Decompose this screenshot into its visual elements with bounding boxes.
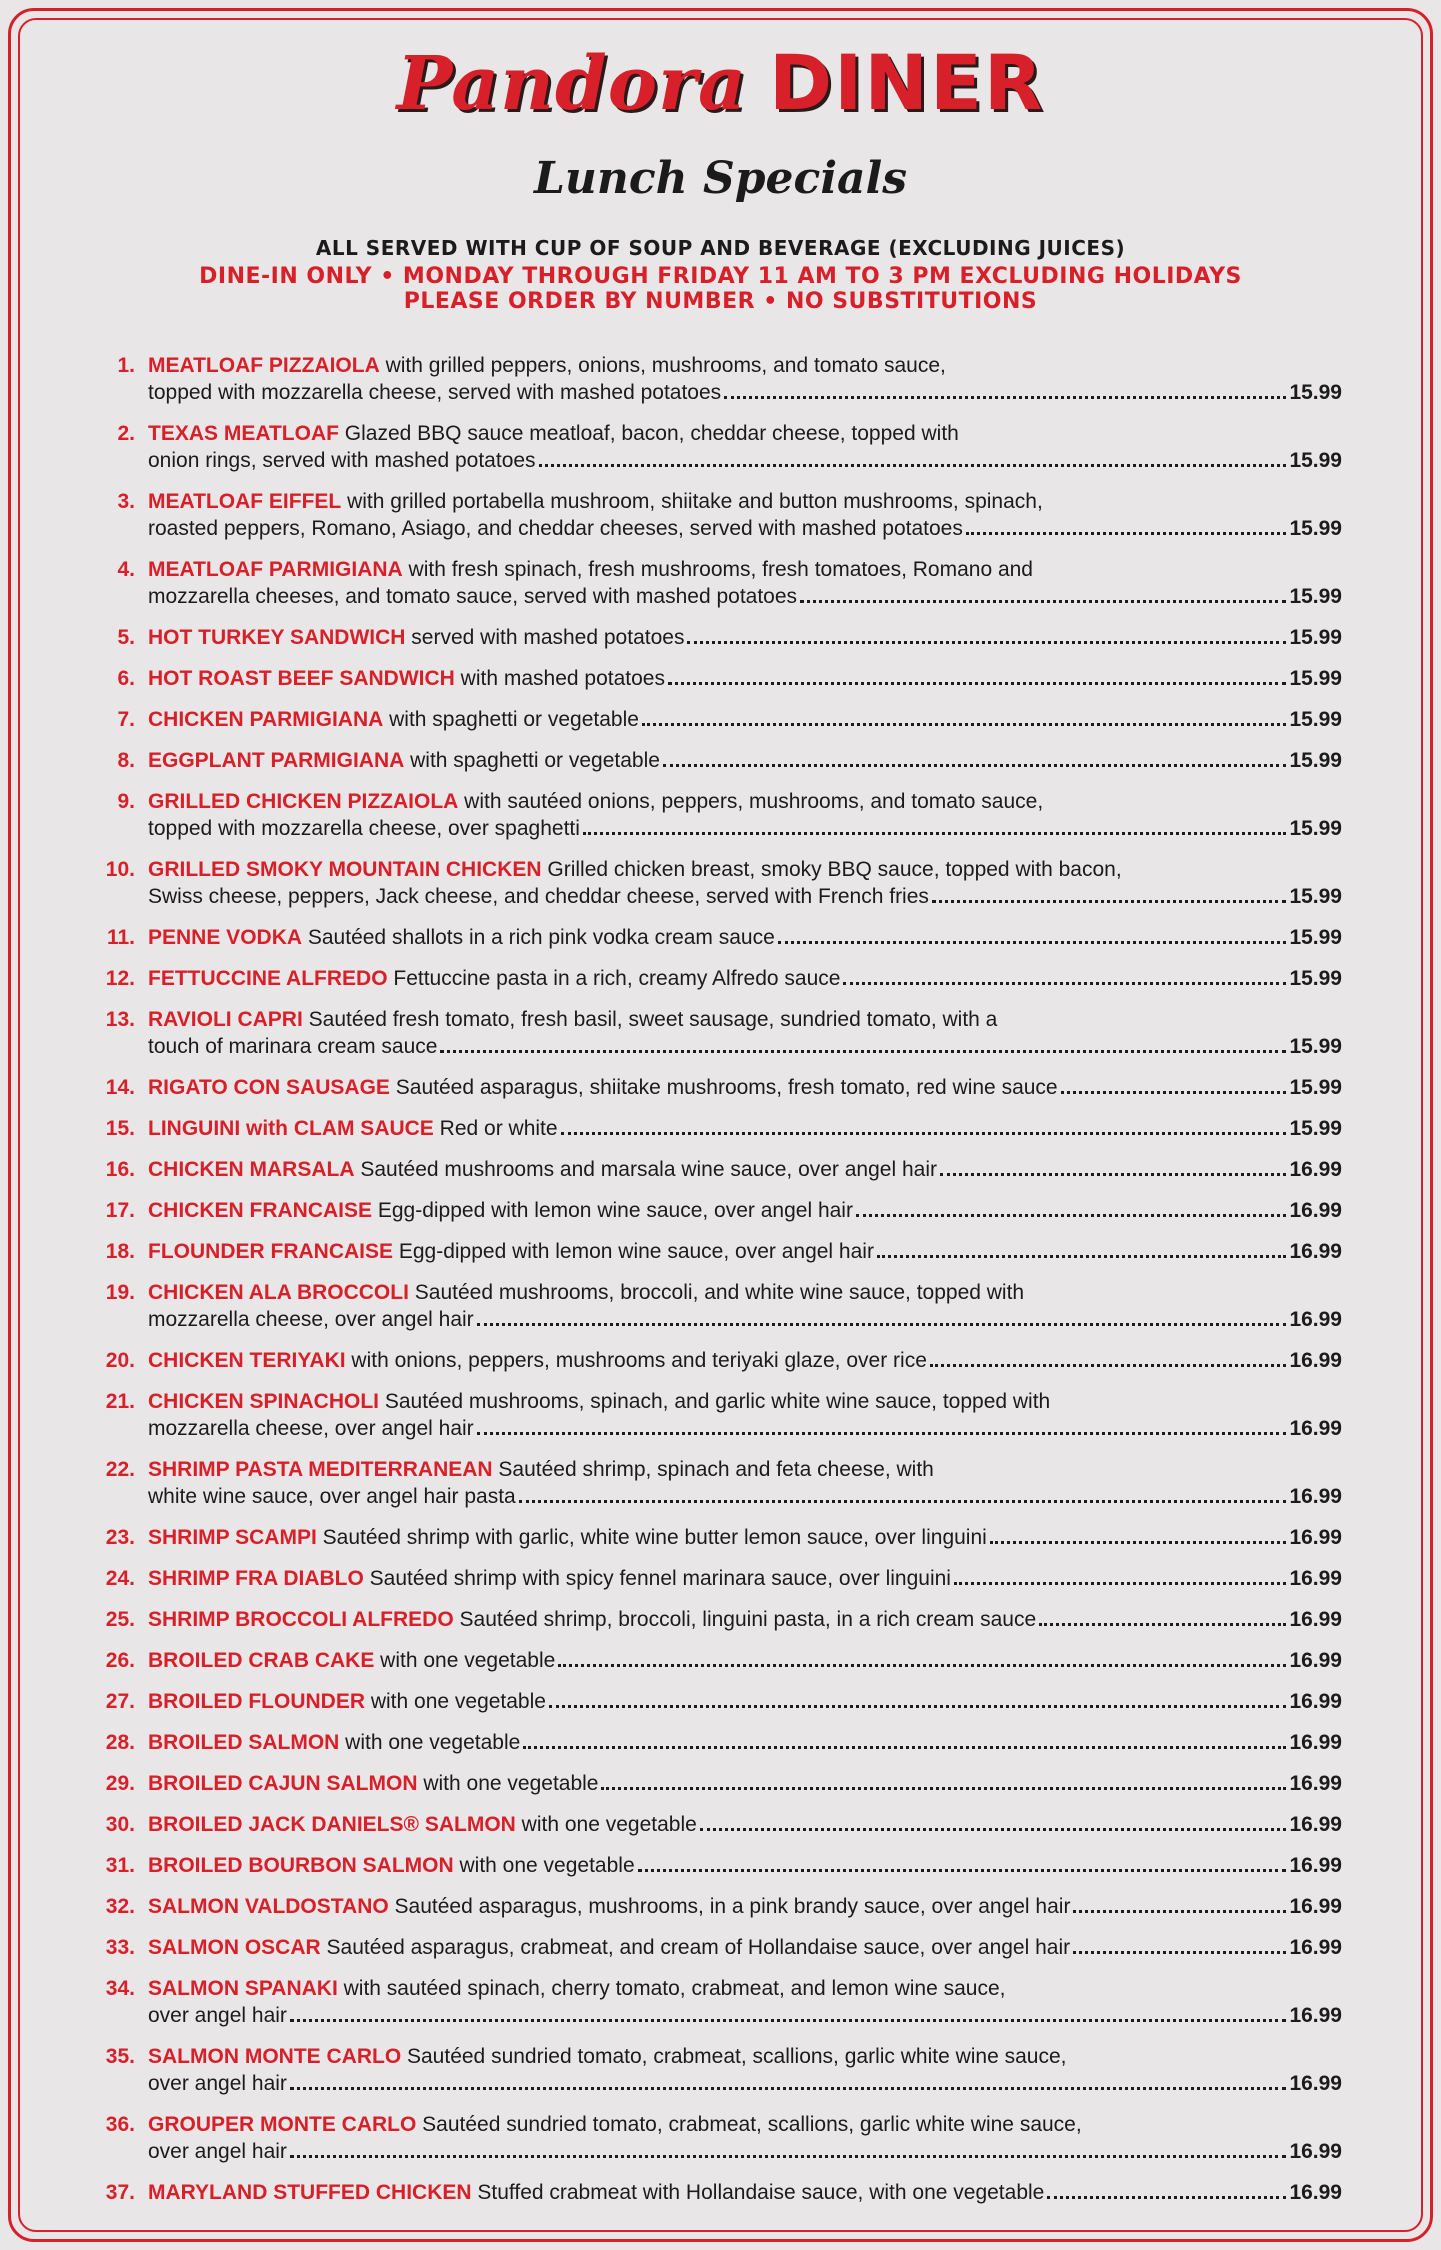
- item-body: [148, 1647, 1342, 1674]
- dot-leader: [601, 1787, 1286, 1790]
- dot-leader: [1073, 1910, 1286, 1913]
- item-description: over angel hair: [148, 2140, 287, 2163]
- menu-item: [84, 1197, 1342, 1224]
- item-name: RAVIOLI CAPRI: [148, 1008, 303, 1031]
- item-body: [148, 2111, 1342, 2165]
- dot-leader: [477, 1432, 1287, 1435]
- item-body: [148, 965, 1342, 992]
- note-line-1: ALL SERVED WITH CUP OF SOUP AND BEVERAGE (EXCLUDING JUICES): [315, 236, 1126, 260]
- dot-leader: [440, 1050, 1286, 1053]
- item-description: over angel hair: [148, 2004, 287, 2027]
- dot-leader: [290, 2155, 1287, 2158]
- item-name: SALMON MONTE CARLO: [148, 2045, 402, 2068]
- item-price: 15.99: [1289, 1076, 1342, 1099]
- menu-item: [84, 1006, 1342, 1060]
- item-description: Sautéed asparagus, mushrooms, in a pink brandy sauce, over angel hair: [388, 1895, 1071, 1918]
- dot-leader: [990, 1541, 1287, 1544]
- item-description: with one vegetable: [453, 1854, 635, 1877]
- item-number: 31.: [105, 1854, 135, 1877]
- item-number: 37.: [105, 2181, 135, 2204]
- item-price: 15.99: [1289, 967, 1342, 990]
- menu-item: [84, 1156, 1342, 1183]
- item-description: Sautéed mushrooms and marsala wine sauce, over angel hair: [354, 1158, 937, 1181]
- item-body: [148, 1729, 1342, 1756]
- item-number: 7.: [117, 708, 135, 731]
- item-number: 1.: [117, 354, 135, 377]
- menu-item: [84, 2043, 1342, 2097]
- dot-leader: [954, 1582, 1286, 1585]
- menu-item: [84, 1347, 1342, 1374]
- item-name: CHICKEN ALA BROCCOLI: [148, 1281, 409, 1304]
- item-price: 16.99: [1289, 2140, 1342, 2163]
- item-number: 27.: [105, 1690, 135, 1713]
- dot-leader: [778, 941, 1287, 944]
- item-description: touch of marinara cream sauce: [148, 1035, 438, 1058]
- item-price: 15.99: [1289, 381, 1342, 404]
- dot-leader: [558, 1664, 1286, 1667]
- item-description: with sautéed onions, peppers, mushrooms, and tomato sauce,: [458, 790, 1044, 813]
- item-price: 15.99: [1289, 1035, 1342, 1058]
- item-body: [148, 1606, 1342, 1633]
- item-name: MEATLOAF PARMIGIANA: [148, 558, 403, 581]
- item-price: 15.99: [1289, 667, 1342, 690]
- menu-item: [84, 1606, 1342, 1633]
- menu-item: [84, 1688, 1342, 1715]
- item-description: topped with mozzarella cheese, over spaghetti: [148, 817, 580, 840]
- item-description: Swiss cheese, peppers, Jack cheese, and cheddar cheese, served with French fries: [148, 885, 929, 908]
- item-body: [148, 856, 1342, 910]
- item-description: with one vegetable: [417, 1772, 599, 1795]
- item-body: [148, 1770, 1342, 1797]
- item-body: [148, 1279, 1342, 1333]
- item-number: 28.: [105, 1731, 135, 1754]
- item-name: GRILLED CHICKEN PIZZAIOLA: [148, 790, 459, 813]
- item-price: 16.99: [1289, 1690, 1342, 1713]
- item-number: 26.: [105, 1649, 135, 1672]
- dot-leader: [856, 1214, 1286, 1217]
- dot-leader: [724, 396, 1286, 399]
- item-body: [148, 1115, 1342, 1142]
- item-description: topped with mozzarella cheese, served with mashed potatoes: [148, 381, 722, 404]
- item-number: 24.: [105, 1567, 135, 1590]
- menu-item: [84, 1893, 1342, 1920]
- item-name: PENNE VODKA: [148, 926, 303, 949]
- item-description: mozzarella cheese, over angel hair: [148, 1417, 474, 1440]
- item-name: SHRIMP SCAMPI: [148, 1526, 317, 1549]
- item-name: BROILED JACK DANIELS® SALMON: [148, 1813, 516, 1836]
- menu-item: [84, 856, 1342, 910]
- dot-leader: [642, 723, 1286, 726]
- item-number: 20.: [105, 1349, 135, 1372]
- item-description: Sautéed shrimp, broccoli, linguini pasta, in a rich cream sauce: [453, 1608, 1037, 1631]
- menu-item: [84, 556, 1342, 610]
- item-price: 16.99: [1289, 1349, 1342, 1372]
- item-number: 5.: [117, 626, 135, 649]
- item-body: [148, 488, 1342, 542]
- menu-item: [84, 1115, 1342, 1142]
- item-price: 15.99: [1289, 749, 1342, 772]
- item-price: 15.99: [1289, 449, 1342, 472]
- item-description: mozzarella cheese, over angel hair: [148, 1308, 474, 1331]
- item-description: Sautéed mushrooms, broccoli, and white wine sauce, topped with: [408, 1281, 1025, 1304]
- item-price: 16.99: [1289, 1854, 1342, 1877]
- item-number: 30.: [105, 1813, 135, 1836]
- item-description: white wine sauce, over angel hair pasta: [148, 1485, 516, 1508]
- item-description: mozzarella cheeses, and tomato sauce, served with mashed potatoes: [148, 585, 798, 608]
- item-number: 18.: [105, 1240, 135, 1263]
- item-name: SALMON SPANAKI: [148, 1977, 338, 2000]
- item-description: with spaghetti or vegetable: [404, 749, 660, 772]
- menu-item: [84, 1934, 1342, 1961]
- item-description: with grilled portabella mushroom, shiitake and button mushrooms, spinach,: [341, 490, 1043, 513]
- item-name: SALMON OSCAR: [148, 1936, 321, 1959]
- dot-leader: [843, 982, 1286, 985]
- menu-item: [84, 352, 1342, 406]
- item-name: CHICKEN SPINACHOLI: [148, 1390, 380, 1413]
- item-number: 2.: [117, 422, 135, 445]
- dot-leader: [477, 1323, 1287, 1326]
- item-name: CHICKEN TERIYAKI: [148, 1349, 346, 1372]
- item-body: [148, 1074, 1342, 1101]
- menu-item: [84, 1279, 1342, 1333]
- dot-leader: [932, 900, 1287, 903]
- item-price: 16.99: [1289, 1526, 1342, 1549]
- item-description: Sautéed shrimp, spinach and feta cheese, with: [492, 1458, 934, 1481]
- item-price: 15.99: [1289, 926, 1342, 949]
- item-name: CHICKEN MARSALA: [148, 1158, 355, 1181]
- dot-leader: [1039, 1623, 1286, 1626]
- item-description: Grilled chicken breast, smoky BBQ sauce, topped with bacon,: [541, 858, 1122, 881]
- item-price: 16.99: [1289, 1567, 1342, 1590]
- menu-notes: [0, 236, 1441, 314]
- item-body: [148, 2179, 1342, 2206]
- note-line-2: DINE-IN ONLY • MONDAY THROUGH FRIDAY 11 AM TO 3 PM EXCLUDING HOLIDAYS: [199, 264, 1242, 289]
- item-price: 15.99: [1289, 885, 1342, 908]
- item-description: Egg-dipped with lemon wine sauce, over angel hair: [372, 1199, 853, 1222]
- item-body: [148, 352, 1342, 406]
- item-number: 11.: [106, 926, 135, 949]
- item-description: onion rings, served with mashed potatoes: [148, 449, 536, 472]
- menu-item: [84, 1388, 1342, 1442]
- item-price: 16.99: [1289, 1649, 1342, 1672]
- item-description: with onions, peppers, mushrooms and teriyaki glaze, over rice: [345, 1349, 927, 1372]
- menu-item: [84, 1524, 1342, 1551]
- item-number: 6.: [117, 667, 135, 690]
- item-description: Stuffed crabmeat with Hollandaise sauce, with one vegetable: [471, 2181, 1045, 2204]
- item-number: 15.: [105, 1117, 135, 1140]
- item-description: Sautéed sundried tomato, crabmeat, scallions, garlic white wine sauce,: [401, 2045, 1067, 2068]
- item-name: BROILED BOURBON SALMON: [148, 1854, 454, 1877]
- item-number: 12.: [105, 967, 135, 990]
- item-name: TEXAS MEATLOAF: [148, 422, 339, 445]
- item-body: [148, 1811, 1342, 1838]
- item-body: [148, 1197, 1342, 1224]
- item-name: HOT TURKEY SANDWICH: [148, 626, 406, 649]
- item-description: with one vegetable: [365, 1690, 546, 1713]
- item-price: 15.99: [1289, 585, 1342, 608]
- item-name: FLOUNDER FRANCAISE: [148, 1240, 393, 1263]
- item-price: 16.99: [1289, 2004, 1342, 2027]
- item-name: SHRIMP PASTA MEDITERRANEAN: [148, 1458, 493, 1481]
- item-name: BROILED CAJUN SALMON: [148, 1772, 418, 1795]
- item-description: Sautéed shrimp with garlic, white wine butter lemon sauce, over linguini: [316, 1526, 987, 1549]
- item-name: MEATLOAF EIFFEL: [148, 490, 342, 513]
- item-body: [148, 665, 1342, 692]
- dot-leader: [663, 764, 1286, 767]
- item-price: 16.99: [1289, 1731, 1342, 1754]
- item-price: 15.99: [1289, 626, 1342, 649]
- item-body: [148, 747, 1342, 774]
- item-body: [148, 1565, 1342, 1592]
- item-price: 16.99: [1289, 1417, 1342, 1440]
- item-description: Glazed BBQ sauce meatloaf, bacon, cheddar cheese, topped with: [338, 422, 959, 445]
- item-number: 29.: [105, 1772, 135, 1795]
- item-price: 15.99: [1289, 817, 1342, 840]
- item-description: with one vegetable: [515, 1813, 697, 1836]
- menu-item: [84, 1770, 1342, 1797]
- item-description: Sautéed asparagus, shiitake mushrooms, fresh tomato, red wine sauce: [389, 1076, 1058, 1099]
- item-body: [148, 556, 1342, 610]
- item-name: LINGUINI with CLAM SAUCE: [148, 1117, 434, 1140]
- menu-item: [84, 747, 1342, 774]
- item-price: 16.99: [1289, 1772, 1342, 1795]
- item-description: Egg-dipped with lemon wine sauce, over angel hair: [393, 1240, 874, 1263]
- item-price: 15.99: [1289, 517, 1342, 540]
- item-body: [148, 1852, 1342, 1879]
- item-number: 22.: [105, 1458, 135, 1481]
- menu-item: [84, 1565, 1342, 1592]
- dot-leader: [549, 1705, 1286, 1708]
- item-name: BROILED FLOUNDER: [148, 1690, 365, 1713]
- dot-leader: [700, 1828, 1287, 1831]
- item-name: MARYLAND STUFFED CHICKEN: [148, 2181, 472, 2204]
- menu-header: [0, 38, 1441, 314]
- item-body: [148, 1688, 1342, 1715]
- dot-leader: [290, 2087, 1287, 2090]
- menu-item: [84, 624, 1342, 651]
- item-description: Sautéed mushrooms, spinach, and garlic white wine sauce, topped with: [379, 1390, 1051, 1413]
- item-number: 23.: [105, 1526, 135, 1549]
- item-description: roasted peppers, Romano, Asiago, and cheddar cheeses, served with mashed potatoes: [148, 517, 963, 540]
- item-price: 16.99: [1289, 1158, 1342, 1181]
- item-price: 16.99: [1289, 2072, 1342, 2095]
- item-description: with one vegetable: [374, 1649, 556, 1672]
- item-name: MEATLOAF PIZZAIOLA: [148, 354, 380, 377]
- item-number: 8.: [117, 749, 135, 772]
- item-number: 36.: [105, 2113, 135, 2136]
- menu-item: [84, 1729, 1342, 1756]
- item-number: 33.: [105, 1936, 135, 1959]
- dot-leader: [668, 682, 1286, 685]
- item-number: 34.: [105, 1977, 135, 2000]
- item-number: 14.: [105, 1076, 135, 1099]
- dot-leader: [800, 600, 1286, 603]
- item-price: 16.99: [1289, 2181, 1342, 2204]
- item-description: over angel hair: [148, 2072, 287, 2095]
- dot-leader: [290, 2019, 1287, 2022]
- item-price: 16.99: [1289, 1813, 1342, 1836]
- diner-logo: [0, 38, 1441, 127]
- dot-leader: [687, 641, 1286, 644]
- item-name: CHICKEN PARMIGIANA: [148, 708, 384, 731]
- menu-item: [84, 1647, 1342, 1674]
- item-price: 16.99: [1289, 1485, 1342, 1508]
- item-number: 32.: [105, 1895, 135, 1918]
- item-body: [148, 1006, 1342, 1060]
- dot-leader: [1073, 1951, 1286, 1954]
- menu-item: [84, 488, 1342, 542]
- item-description: served with mashed potatoes: [405, 626, 685, 649]
- item-description: with spaghetti or vegetable: [383, 708, 639, 731]
- item-price: 15.99: [1289, 1117, 1342, 1140]
- menu-subtitle: Lunch Specials: [533, 153, 908, 204]
- item-body: [148, 1156, 1342, 1183]
- item-number: 3.: [117, 490, 135, 513]
- item-name: CHICKEN FRANCAISE: [148, 1199, 373, 1222]
- item-body: [148, 1975, 1342, 2029]
- item-number: 10.: [105, 858, 135, 881]
- item-name: SALMON VALDOSTANO: [148, 1895, 389, 1918]
- item-number: 4.: [117, 558, 135, 581]
- dot-leader: [638, 1869, 1287, 1872]
- item-price: 16.99: [1289, 1308, 1342, 1331]
- item-price: 16.99: [1289, 1199, 1342, 1222]
- item-body: [148, 788, 1342, 842]
- item-name: GRILLED SMOKY MOUNTAIN CHICKEN: [148, 858, 542, 881]
- item-body: [148, 1347, 1342, 1374]
- item-name: HOT ROAST BEEF SANDWICH: [148, 667, 455, 690]
- item-body: [148, 1238, 1342, 1265]
- dot-leader: [523, 1746, 1286, 1749]
- dot-leader: [1047, 2196, 1286, 2199]
- item-description: with mashed potatoes: [454, 667, 665, 690]
- item-name: SHRIMP FRA DIABLO: [148, 1567, 364, 1590]
- item-description: Sautéed sundried tomato, crabmeat, scallions, garlic white wine sauce,: [416, 2113, 1082, 2136]
- item-name: FETTUCCINE ALFREDO: [148, 967, 388, 990]
- item-number: 21.: [105, 1390, 135, 1413]
- dot-leader: [561, 1132, 1287, 1135]
- logo-block-text: DINER: [769, 38, 1045, 127]
- item-number: 25.: [105, 1608, 135, 1631]
- logo-script-text: Pandora: [396, 41, 748, 127]
- item-body: [148, 1524, 1342, 1551]
- item-body: [148, 624, 1342, 651]
- dot-leader: [877, 1255, 1286, 1258]
- item-name: SHRIMP BROCCOLI ALFREDO: [148, 1608, 454, 1631]
- item-body: [148, 1934, 1342, 1961]
- item-body: [148, 1388, 1342, 1442]
- menu-item: [84, 2111, 1342, 2165]
- item-description: Sautéed shrimp with spicy fennel marinara sauce, over linguini: [363, 1567, 951, 1590]
- item-price: 16.99: [1289, 1240, 1342, 1263]
- item-number: 19.: [105, 1281, 135, 1304]
- dot-leader: [519, 1500, 1287, 1503]
- dot-leader: [583, 832, 1287, 835]
- menu-item-list: [84, 352, 1342, 2220]
- item-body: [148, 924, 1342, 951]
- item-name: BROILED SALMON: [148, 1731, 340, 1754]
- menu-item: [84, 420, 1342, 474]
- item-description: Sautéed asparagus, crabmeat, and cream of Hollandaise sauce, over angel hair: [320, 1936, 1071, 1959]
- item-price: 16.99: [1289, 1608, 1342, 1631]
- item-body: [148, 706, 1342, 733]
- item-number: 9.: [117, 790, 135, 813]
- item-number: 17.: [105, 1199, 135, 1222]
- dot-leader: [940, 1173, 1286, 1176]
- item-description: Sautéed fresh tomato, fresh basil, sweet sausage, sundried tomato, with a: [302, 1008, 998, 1031]
- menu-item: [84, 1238, 1342, 1265]
- menu-item: [84, 1074, 1342, 1101]
- dot-leader: [966, 532, 1287, 535]
- item-body: [148, 420, 1342, 474]
- note-line-3: PLEASE ORDER BY NUMBER • NO SUBSTITUTIONS: [403, 289, 1038, 314]
- item-body: [148, 1893, 1342, 1920]
- menu-item: [84, 1975, 1342, 2029]
- item-price: 16.99: [1289, 1936, 1342, 1959]
- item-number: 35.: [105, 2045, 135, 2068]
- item-body: [148, 1456, 1342, 1510]
- menu-item: [84, 2179, 1342, 2206]
- item-description: with sautéed spinach, cherry tomato, crabmeat, and lemon wine sauce,: [337, 1977, 1006, 2000]
- menu-item: [84, 665, 1342, 692]
- item-name: EGGPLANT PARMIGIANA: [148, 749, 405, 772]
- dot-leader: [1061, 1091, 1287, 1094]
- menu-item: [84, 706, 1342, 733]
- item-name: BROILED CRAB CAKE: [148, 1649, 375, 1672]
- item-number: 13.: [105, 1008, 135, 1031]
- item-description: Sautéed shallots in a rich pink vodka cream sauce: [302, 926, 775, 949]
- dot-leader: [930, 1364, 1287, 1367]
- menu-item: [84, 1811, 1342, 1838]
- menu-item: [84, 965, 1342, 992]
- item-description: with one vegetable: [339, 1731, 521, 1754]
- item-number: 16.: [105, 1158, 135, 1181]
- item-description: Red or white: [433, 1117, 558, 1140]
- item-description: Fettuccine pasta in a rich, creamy Alfredo sauce: [387, 967, 841, 990]
- dot-leader: [539, 464, 1287, 467]
- item-description: with fresh spinach, fresh mushrooms, fresh tomatoes, Romano and: [402, 558, 1033, 581]
- item-name: RIGATO CON SAUSAGE: [148, 1076, 390, 1099]
- item-body: [148, 2043, 1342, 2097]
- item-price: 15.99: [1289, 708, 1342, 731]
- menu-item: [84, 1852, 1342, 1879]
- item-description: with grilled peppers, onions, mushrooms, and tomato sauce,: [379, 354, 946, 377]
- item-price: 16.99: [1289, 1895, 1342, 1918]
- menu-item: [84, 1456, 1342, 1510]
- menu-item: [84, 788, 1342, 842]
- menu-item: [84, 924, 1342, 951]
- item-name: GROUPER MONTE CARLO: [148, 2113, 417, 2136]
